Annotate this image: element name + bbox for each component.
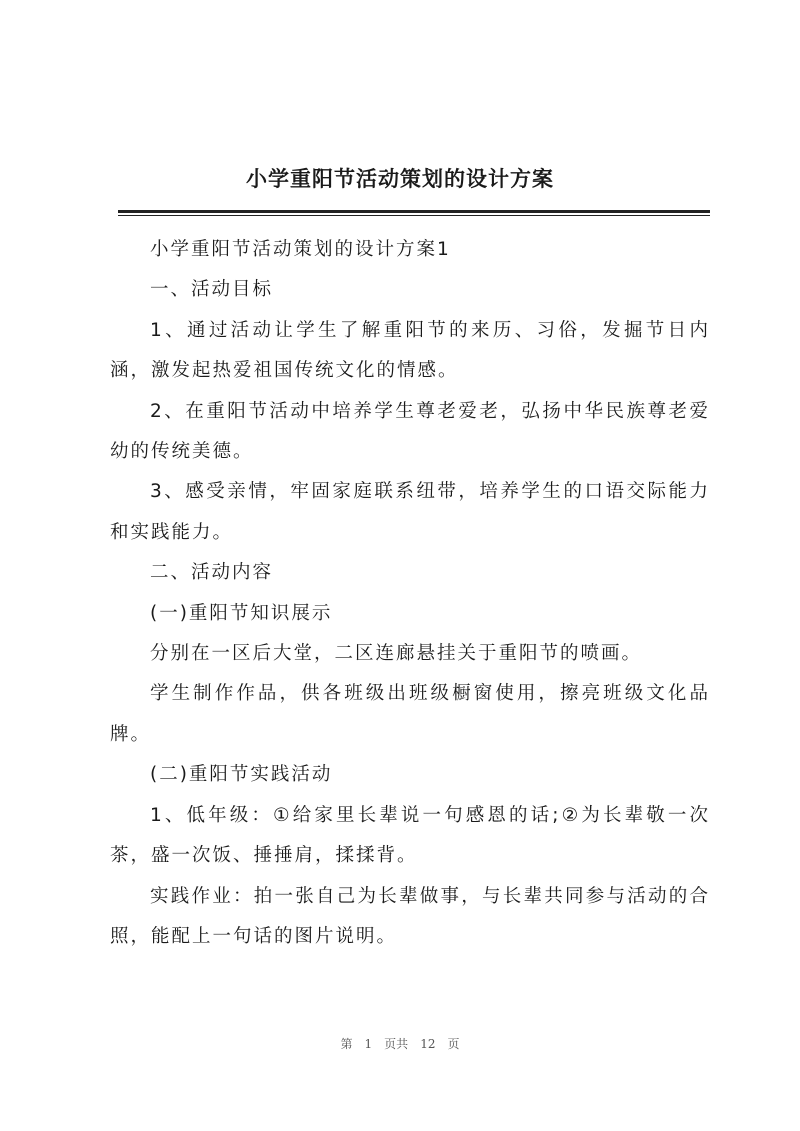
footer-label-ye-gong: 页共	[384, 1037, 409, 1051]
paragraph: 1、低年级：①给家里长辈说一句感恩的话;②为长辈敬一次茶，盛一次饭、捶捶肩，揉揉背。	[110, 804, 710, 867]
document-title: 小学重阳节活动策划的设计方案	[246, 167, 554, 191]
subsection-heading: (一)重阳节知识展示	[150, 602, 333, 624]
paragraph: 小学重阳节活动策划的设计方案1	[150, 239, 451, 260]
title-rule-thin	[118, 215, 710, 216]
paragraph: 3、感受亲情，牢固家庭联系纽带，培养学生的口语交际能力和实践能力。	[110, 481, 710, 543]
paragraph: 1、通过活动让学生了解重阳节的来历、习俗，发掘节日内涵，激发起热爱祖国传统文化的情感。	[110, 319, 710, 382]
subsection-heading: (二)重阳节实践活动	[150, 764, 333, 786]
footer-label-ye: 页	[447, 1037, 460, 1051]
page-footer	[0, 1035, 800, 1052]
paragraph: 学生制作作品，供各班级出班级橱窗使用，擦亮班级文化品牌。	[110, 683, 710, 745]
document-body	[110, 230, 710, 957]
paragraph: 实践作业：拍一张自己为长辈做事，与长辈共同参与活动的合照，能配上一句话的图片说明。	[110, 885, 710, 947]
current-page-number: 1	[364, 1037, 373, 1051]
total-page-count: 12	[420, 1037, 436, 1051]
title-rule-thick	[118, 210, 710, 213]
paragraph: 分别在一区后大堂，二区连廊悬挂关于重阳节的喷画。	[150, 643, 643, 665]
section-heading: 二、活动内容	[150, 562, 274, 584]
footer-label-di: 第	[340, 1037, 353, 1051]
paragraph: 2、在重阳节活动中培养学生尊老爱老，弘扬中华民族尊老爱幼的传统美德。	[110, 400, 710, 463]
section-heading: 一、活动目标	[150, 279, 274, 301]
